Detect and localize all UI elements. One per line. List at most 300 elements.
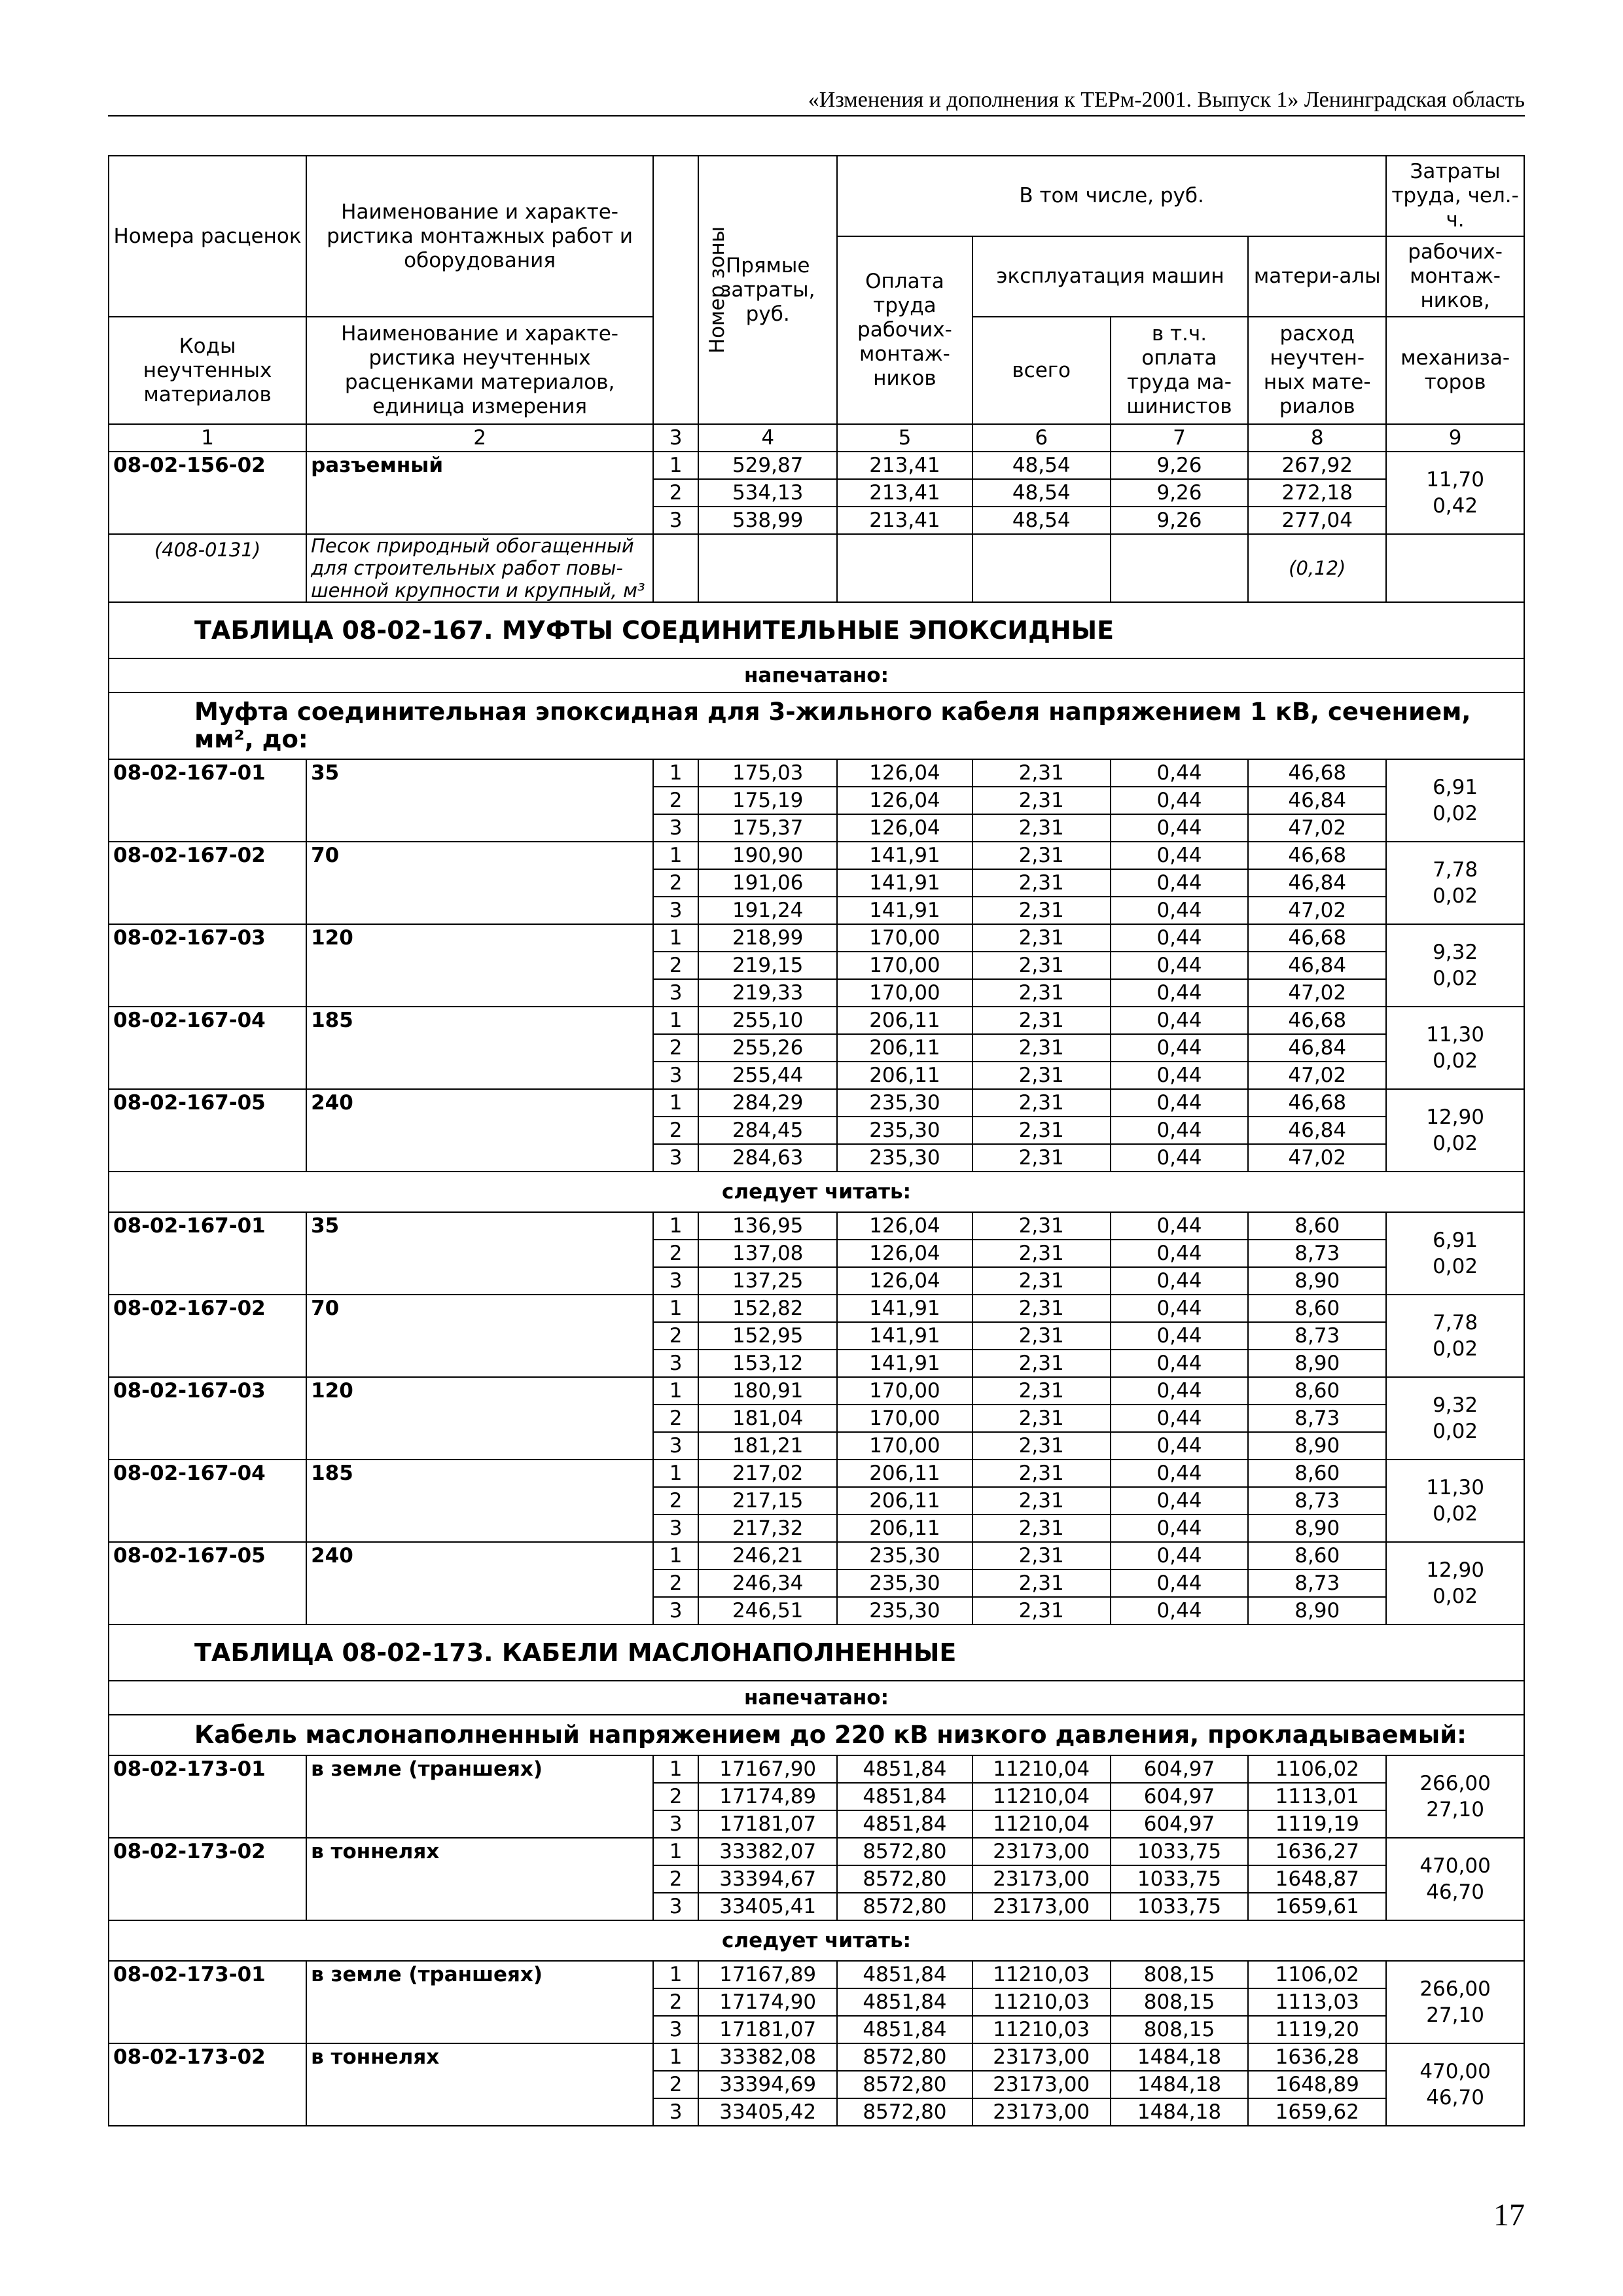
labor-cell	[1386, 1542, 1524, 1624]
header-rule	[108, 115, 1525, 117]
materials-cell: 47,02	[1248, 897, 1386, 924]
machines-cell: 11210,04	[972, 1755, 1111, 1783]
header-machines: эксплуатация машин	[972, 236, 1249, 317]
direct-cell: 33382,07	[698, 1838, 837, 1865]
machines-cell: 2,31	[972, 1350, 1111, 1377]
labor-cell	[1386, 1755, 1524, 1838]
table-row	[109, 1295, 1524, 1322]
machine-wages-cell: 1033,75	[1111, 1838, 1249, 1865]
rate-code: 08-02-167-01	[109, 759, 306, 842]
materials-cell: 1648,89	[1248, 2071, 1386, 2098]
should-read-label: следует читать:	[109, 1172, 1524, 1212]
labor-cell	[1386, 2043, 1524, 2126]
rate-code: 08-02-167-02	[109, 1295, 306, 1377]
machines-cell: 48,54	[972, 479, 1111, 507]
zone-cell: 3	[653, 897, 698, 924]
zone-cell: 1	[653, 1295, 698, 1322]
header-codes: Номера расценок	[109, 156, 306, 317]
materials-cell: 46,84	[1248, 1117, 1386, 1144]
column-number: 7	[1111, 424, 1249, 452]
materials-cell: 8,90	[1248, 1432, 1386, 1460]
wages-cell: 213,41	[837, 507, 972, 534]
wages-cell: 8572,80	[837, 2043, 972, 2071]
direct-cell: 191,06	[698, 869, 837, 897]
direct-cell: 17181,07	[698, 1810, 837, 1838]
labor-mechanics: 0,02	[1433, 1132, 1478, 1155]
machines-cell: 23173,00	[972, 1893, 1111, 1920]
zone-cell: 2	[653, 1783, 698, 1810]
zone-cell: 2	[653, 1865, 698, 1893]
labor-mechanics: 46,70	[1426, 2086, 1484, 2109]
table-row	[109, 1007, 1524, 1034]
direct-cell: 33394,69	[698, 2071, 837, 2098]
rate-name: 185	[306, 1460, 653, 1542]
zone-cell: 1	[653, 1961, 698, 1988]
column-number: 9	[1386, 424, 1524, 452]
zone-cell: 2	[653, 1487, 698, 1515]
machines-cell: 2,31	[972, 1240, 1111, 1267]
header-total: всего	[972, 317, 1111, 424]
machine-wages-cell: 0,44	[1111, 1570, 1249, 1597]
labor-workers: 12,90	[1426, 1558, 1484, 1582]
direct-cell: 284,63	[698, 1144, 837, 1172]
rate-code: 08-02-167-05	[109, 1542, 306, 1624]
rate-code: 08-02-173-01	[109, 1961, 306, 2043]
machines-cell: 2,31	[972, 1212, 1111, 1240]
machines-cell: 2,31	[972, 1460, 1111, 1487]
header-name: Наименование и характе-ристика монтажных работ и оборудования	[306, 156, 653, 317]
materials-cell: 1106,02	[1248, 1755, 1386, 1783]
wages-cell: 235,30	[837, 1089, 972, 1117]
wages-cell: 126,04	[837, 787, 972, 814]
header-material-name: Наименование и характе-ристика неучтенных расценками материалов, единица измерения	[306, 317, 653, 424]
wages-cell: 126,04	[837, 1267, 972, 1295]
machines-cell: 23173,00	[972, 2043, 1111, 2071]
labor-workers: 9,32	[1433, 941, 1478, 964]
direct-cell: 137,25	[698, 1267, 837, 1295]
materials-cell: 46,84	[1248, 787, 1386, 814]
machines-cell: 23173,00	[972, 1838, 1111, 1865]
printed-label-row	[109, 1681, 1524, 1715]
table-row	[109, 452, 1524, 479]
machines-cell: 2,31	[972, 1377, 1111, 1405]
zone-cell: 3	[653, 507, 698, 534]
rate-code: 08-02-173-01	[109, 1755, 306, 1838]
labor-cell	[1386, 1961, 1524, 2043]
zone-cell: 2	[653, 1988, 698, 2016]
machines-cell: 2,31	[972, 952, 1111, 979]
direct-cell: 33382,08	[698, 2043, 837, 2071]
direct-cell: 17174,89	[698, 1783, 837, 1810]
materials-cell: 47,02	[1248, 1144, 1386, 1172]
wages-cell: 206,11	[837, 1460, 972, 1487]
direct-cell: 217,32	[698, 1515, 837, 1542]
material-qty: (0,12)	[1248, 534, 1386, 602]
wages-cell: 235,30	[837, 1597, 972, 1624]
materials-cell: 8,73	[1248, 1240, 1386, 1267]
labor-workers: 6,91	[1433, 776, 1478, 799]
materials-cell: 8,60	[1248, 1542, 1386, 1570]
wages-cell: 8572,80	[837, 1865, 972, 1893]
wages-cell: 8572,80	[837, 2071, 972, 2098]
table-row	[109, 2043, 1524, 2071]
machine-wages-cell: 1033,75	[1111, 1893, 1249, 1920]
printed-label: напечатано:	[109, 658, 1524, 692]
machines-cell: 2,31	[972, 1432, 1111, 1460]
table-row	[109, 1377, 1524, 1405]
direct-cell: 17167,89	[698, 1961, 837, 1988]
table-subtitle: Кабель маслонаполненный напряжением до 220 кВ низкого давления, прокладываемый:	[109, 1715, 1524, 1755]
labor-workers: 11,30	[1426, 1476, 1484, 1499]
wages-cell: 206,11	[837, 1007, 972, 1034]
column-number: 2	[306, 424, 653, 452]
machine-wages-cell: 0,44	[1111, 1062, 1249, 1089]
direct-cell: 33394,67	[698, 1865, 837, 1893]
rate-code: 08-02-156-02	[109, 452, 306, 534]
material-code: (408-0131)	[109, 534, 306, 602]
wages-cell: 235,30	[837, 1570, 972, 1597]
wages-cell: 206,11	[837, 1034, 972, 1062]
machine-wages-cell: 0,44	[1111, 1034, 1249, 1062]
labor-workers: 266,00	[1419, 1772, 1491, 1795]
direct-cell: 219,33	[698, 979, 837, 1007]
labor-mechanics: 0,02	[1433, 802, 1478, 825]
zone-cell: 1	[653, 1377, 698, 1405]
should-read-label-row	[109, 1172, 1524, 1212]
labor-cell	[1386, 759, 1524, 842]
rate-code: 08-02-167-04	[109, 1007, 306, 1089]
table-title: ТАБЛИЦА 08-02-167. МУФТЫ СОЕДИНИТЕЛЬНЫЕ ЭПОКСИДНЫЕ	[109, 602, 1524, 658]
direct-cell: 180,91	[698, 1377, 837, 1405]
wages-cell: 4851,84	[837, 2016, 972, 2043]
zone-cell: 1	[653, 1542, 698, 1570]
machine-wages-cell: 9,26	[1111, 452, 1249, 479]
labor-mechanics: 0,02	[1433, 884, 1478, 908]
machines-cell: 2,31	[972, 1062, 1111, 1089]
zone-cell: 3	[653, 2016, 698, 2043]
wages-cell: 235,30	[837, 1117, 972, 1144]
header-workers: рабочих-монтаж-ников,	[1386, 236, 1524, 317]
table-row	[109, 1212, 1524, 1240]
materials-cell: 46,68	[1248, 1089, 1386, 1117]
wages-cell: 235,30	[837, 1144, 972, 1172]
materials-cell: 272,18	[1248, 479, 1386, 507]
table-row	[109, 1542, 1524, 1570]
wages-cell: 126,04	[837, 759, 972, 787]
materials-cell: 46,68	[1248, 759, 1386, 787]
materials-cell: 8,73	[1248, 1487, 1386, 1515]
rate-code: 08-02-167-02	[109, 842, 306, 924]
direct-cell: 534,13	[698, 479, 837, 507]
machine-wages-cell: 0,44	[1111, 1144, 1249, 1172]
wages-cell: 8572,80	[837, 1838, 972, 1865]
machine-wages-cell: 0,44	[1111, 787, 1249, 814]
table-title-row	[109, 602, 1524, 658]
wages-cell: 8572,80	[837, 1893, 972, 1920]
direct-cell: 17181,07	[698, 2016, 837, 2043]
wages-cell: 213,41	[837, 479, 972, 507]
machine-wages-cell: 1484,18	[1111, 2098, 1249, 2126]
machines-cell: 2,31	[972, 924, 1111, 952]
header-wages: Оплата труда рабочих-монтаж-ников	[837, 236, 972, 424]
labor-mechanics: 0,02	[1433, 1502, 1478, 1526]
rate-name: 70	[306, 842, 653, 924]
machines-cell: 2,31	[972, 869, 1111, 897]
zone-cell: 3	[653, 2098, 698, 2126]
labor-workers: 6,91	[1433, 1229, 1478, 1252]
materials-cell: 1119,20	[1248, 2016, 1386, 2043]
header-material-codes: Коды неучтенных материалов	[109, 317, 306, 424]
machine-wages-cell: 0,44	[1111, 1240, 1249, 1267]
materials-cell: 267,92	[1248, 452, 1386, 479]
header-labor-costs: Затраты труда, чел.-ч.	[1386, 156, 1524, 236]
machines-cell: 2,31	[972, 1295, 1111, 1322]
machine-wages-cell: 0,44	[1111, 1377, 1249, 1405]
column-number: 5	[837, 424, 972, 452]
machines-cell: 2,31	[972, 897, 1111, 924]
table-subtitle-row	[109, 692, 1524, 759]
materials-cell: 1113,03	[1248, 1988, 1386, 2016]
wages-cell: 170,00	[837, 1377, 972, 1405]
rate-name: в земле (траншеях)	[306, 1961, 653, 2043]
machines-cell: 2,31	[972, 979, 1111, 1007]
direct-cell: 217,02	[698, 1460, 837, 1487]
machine-wages-cell: 0,44	[1111, 1212, 1249, 1240]
machine-wages-cell: 0,44	[1111, 1295, 1249, 1322]
labor-cell	[1386, 1295, 1524, 1377]
labor-cell	[1386, 1838, 1524, 1920]
wages-cell: 170,00	[837, 979, 972, 1007]
machines-cell: 2,31	[972, 1570, 1111, 1597]
rate-code: 08-02-167-04	[109, 1460, 306, 1542]
labor-cell	[1386, 452, 1524, 534]
machines-cell: 2,31	[972, 814, 1111, 842]
column-number: 4	[698, 424, 837, 452]
materials-cell: 1659,61	[1248, 1893, 1386, 1920]
wages-cell: 141,91	[837, 1350, 972, 1377]
zone-cell: 2	[653, 1117, 698, 1144]
wages-cell: 126,04	[837, 1212, 972, 1240]
rate-name: 240	[306, 1542, 653, 1624]
should-read-label: следует читать:	[109, 1920, 1524, 1961]
machine-wages-cell: 0,44	[1111, 814, 1249, 842]
header-materials: матери-алы	[1248, 236, 1386, 317]
direct-cell: 181,21	[698, 1432, 837, 1460]
materials-cell: 8,60	[1248, 1377, 1386, 1405]
direct-cell: 33405,42	[698, 2098, 837, 2126]
rate-name: в тоннелях	[306, 2043, 653, 2126]
materials-cell: 46,84	[1248, 952, 1386, 979]
materials-cell: 46,68	[1248, 924, 1386, 952]
page-number: 17	[1493, 2198, 1525, 2233]
wages-cell: 141,91	[837, 1295, 972, 1322]
materials-cell: 8,90	[1248, 1267, 1386, 1295]
rate-name: 70	[306, 1295, 653, 1377]
material-name: Песок природный обогащенный для строительных работ повы-шенной крупности и крупный, м³	[306, 534, 653, 602]
direct-cell: 190,90	[698, 842, 837, 869]
direct-cell: 136,95	[698, 1212, 837, 1240]
machine-wages-cell: 0,44	[1111, 897, 1249, 924]
labor-mechanics: 0,02	[1433, 1049, 1478, 1073]
wages-cell: 4851,84	[837, 1961, 972, 1988]
materials-cell: 46,68	[1248, 842, 1386, 869]
printed-label-row	[109, 658, 1524, 692]
machine-wages-cell: 808,15	[1111, 1988, 1249, 2016]
materials-cell: 8,73	[1248, 1322, 1386, 1350]
machines-cell: 2,31	[972, 787, 1111, 814]
zone-cell: 1	[653, 759, 698, 787]
wages-cell: 4851,84	[837, 1988, 972, 2016]
machine-wages-cell: 0,44	[1111, 842, 1249, 869]
direct-cell: 33405,41	[698, 1893, 837, 1920]
wages-cell: 141,91	[837, 897, 972, 924]
machine-wages-cell: 0,44	[1111, 1267, 1249, 1295]
machine-wages-cell: 1484,18	[1111, 2043, 1249, 2071]
rate-name: разъемный	[306, 452, 653, 534]
machine-wages-cell: 0,44	[1111, 1542, 1249, 1570]
labor-mechanics: 0,02	[1433, 1255, 1478, 1278]
zone-cell: 1	[653, 1089, 698, 1117]
printed-label: напечатано:	[109, 1681, 1524, 1715]
materials-cell: 46,84	[1248, 869, 1386, 897]
machine-wages-cell: 0,44	[1111, 979, 1249, 1007]
wages-cell: 4851,84	[837, 1783, 972, 1810]
zone-cell: 3	[653, 1597, 698, 1624]
zone-cell: 3	[653, 979, 698, 1007]
direct-cell: 529,87	[698, 452, 837, 479]
machine-wages-cell: 808,15	[1111, 1961, 1249, 1988]
machine-wages-cell: 0,44	[1111, 1460, 1249, 1487]
labor-mechanics: 0,02	[1433, 1420, 1478, 1443]
machines-cell: 2,31	[972, 842, 1111, 869]
machine-wages-cell: 0,44	[1111, 869, 1249, 897]
rate-name: 185	[306, 1007, 653, 1089]
table-subtitle: Муфта соединительная эпоксидная для 3-жильного кабеля напряжением 1 кВ, сечением, мм², до:	[109, 692, 1524, 759]
table-row	[109, 759, 1524, 787]
header-including: В том числе, руб.	[837, 156, 1386, 236]
direct-cell: 175,37	[698, 814, 837, 842]
materials-cell: 1636,28	[1248, 2043, 1386, 2071]
direct-cell: 181,04	[698, 1405, 837, 1432]
table-title-row	[109, 1624, 1524, 1681]
direct-cell: 17167,90	[698, 1755, 837, 1783]
machines-cell: 48,54	[972, 452, 1111, 479]
labor-workers: 12,90	[1426, 1105, 1484, 1129]
zone-cell: 2	[653, 1034, 698, 1062]
direct-cell: 175,03	[698, 759, 837, 787]
direct-cell: 246,21	[698, 1542, 837, 1570]
column-number: 6	[972, 424, 1111, 452]
materials-cell: 1648,87	[1248, 1865, 1386, 1893]
materials-cell: 1119,19	[1248, 1810, 1386, 1838]
machine-wages-cell: 1484,18	[1111, 2071, 1249, 2098]
direct-cell: 538,99	[698, 507, 837, 534]
labor-mechanics: 46,70	[1426, 1880, 1484, 1904]
machine-wages-cell: 604,97	[1111, 1810, 1249, 1838]
machines-cell: 2,31	[972, 1515, 1111, 1542]
labor-mechanics: 0,02	[1433, 1585, 1478, 1608]
zone-cell: 1	[653, 1460, 698, 1487]
materials-cell: 8,60	[1248, 1212, 1386, 1240]
machines-cell: 2,31	[972, 1034, 1111, 1062]
materials-cell: 47,02	[1248, 1062, 1386, 1089]
machine-wages-cell: 0,44	[1111, 1597, 1249, 1624]
direct-cell: 152,95	[698, 1322, 837, 1350]
labor-cell	[1386, 1377, 1524, 1460]
machine-wages-cell: 0,44	[1111, 1487, 1249, 1515]
zone-cell: 3	[653, 1267, 698, 1295]
machine-wages-cell: 604,97	[1111, 1783, 1249, 1810]
labor-cell	[1386, 1460, 1524, 1542]
labor-mechanics: 27,10	[1426, 1798, 1484, 1821]
machines-cell: 2,31	[972, 1089, 1111, 1117]
running-header: «Изменения и дополнения к ТЕРм-2001. Выпуск 1» Ленинградская область	[808, 88, 1525, 112]
rate-name: 240	[306, 1089, 653, 1172]
materials-cell: 46,84	[1248, 1034, 1386, 1062]
direct-cell: 152,82	[698, 1295, 837, 1322]
machine-wages-cell: 0,44	[1111, 1432, 1249, 1460]
table-title: ТАБЛИЦА 08-02-173. КАБЕЛИ МАСЛОНАПОЛНЕННЫЕ	[109, 1624, 1524, 1681]
machine-wages-cell: 9,26	[1111, 507, 1249, 534]
direct-cell: 175,19	[698, 787, 837, 814]
zone-cell: 2	[653, 869, 698, 897]
zone-cell: 3	[653, 1515, 698, 1542]
header-incl-wages: в т.ч. оплата труда ма-шинистов	[1111, 317, 1249, 424]
machine-wages-cell: 808,15	[1111, 2016, 1249, 2043]
labor-workers: 11,30	[1426, 1023, 1484, 1047]
wages-cell: 126,04	[837, 1240, 972, 1267]
labor-cell	[1386, 1007, 1524, 1089]
direct-cell: 255,26	[698, 1034, 837, 1062]
materials-cell: 277,04	[1248, 507, 1386, 534]
rate-name: в земле (траншеях)	[306, 1755, 653, 1838]
materials-cell: 1113,01	[1248, 1783, 1386, 1810]
materials-cell: 1636,27	[1248, 1838, 1386, 1865]
machines-cell: 23173,00	[972, 2071, 1111, 2098]
machines-cell: 2,31	[972, 1405, 1111, 1432]
labor-cell	[1386, 1212, 1524, 1295]
wages-cell: 141,91	[837, 869, 972, 897]
zone-cell: 3	[653, 1893, 698, 1920]
labor-mechanics: 0,02	[1433, 967, 1478, 990]
rates-table	[108, 155, 1525, 2126]
table-row	[109, 1460, 1524, 1487]
direct-cell: 255,44	[698, 1062, 837, 1089]
should-read-label-row	[109, 1920, 1524, 1961]
material-row	[109, 534, 1524, 602]
header-direct-costs: Прямые затраты, руб.	[698, 156, 837, 424]
wages-cell: 4851,84	[837, 1810, 972, 1838]
labor-mechanics: 0,42	[1433, 494, 1478, 518]
wages-cell: 206,11	[837, 1062, 972, 1089]
materials-cell: 46,68	[1248, 1007, 1386, 1034]
column-number: 1	[109, 424, 306, 452]
zone-cell: 2	[653, 1322, 698, 1350]
machines-cell: 2,31	[972, 759, 1111, 787]
wages-cell: 170,00	[837, 1405, 972, 1432]
wages-cell: 141,91	[837, 842, 972, 869]
direct-cell: 191,24	[698, 897, 837, 924]
materials-cell: 8,60	[1248, 1295, 1386, 1322]
materials-cell: 8,90	[1248, 1597, 1386, 1624]
materials-cell: 8,60	[1248, 1460, 1386, 1487]
machines-cell: 2,31	[972, 1267, 1111, 1295]
labor-workers: 7,78	[1433, 1311, 1478, 1335]
materials-cell: 47,02	[1248, 814, 1386, 842]
zone-cell: 3	[653, 1350, 698, 1377]
direct-cell: 218,99	[698, 924, 837, 952]
machines-cell: 2,31	[972, 1144, 1111, 1172]
